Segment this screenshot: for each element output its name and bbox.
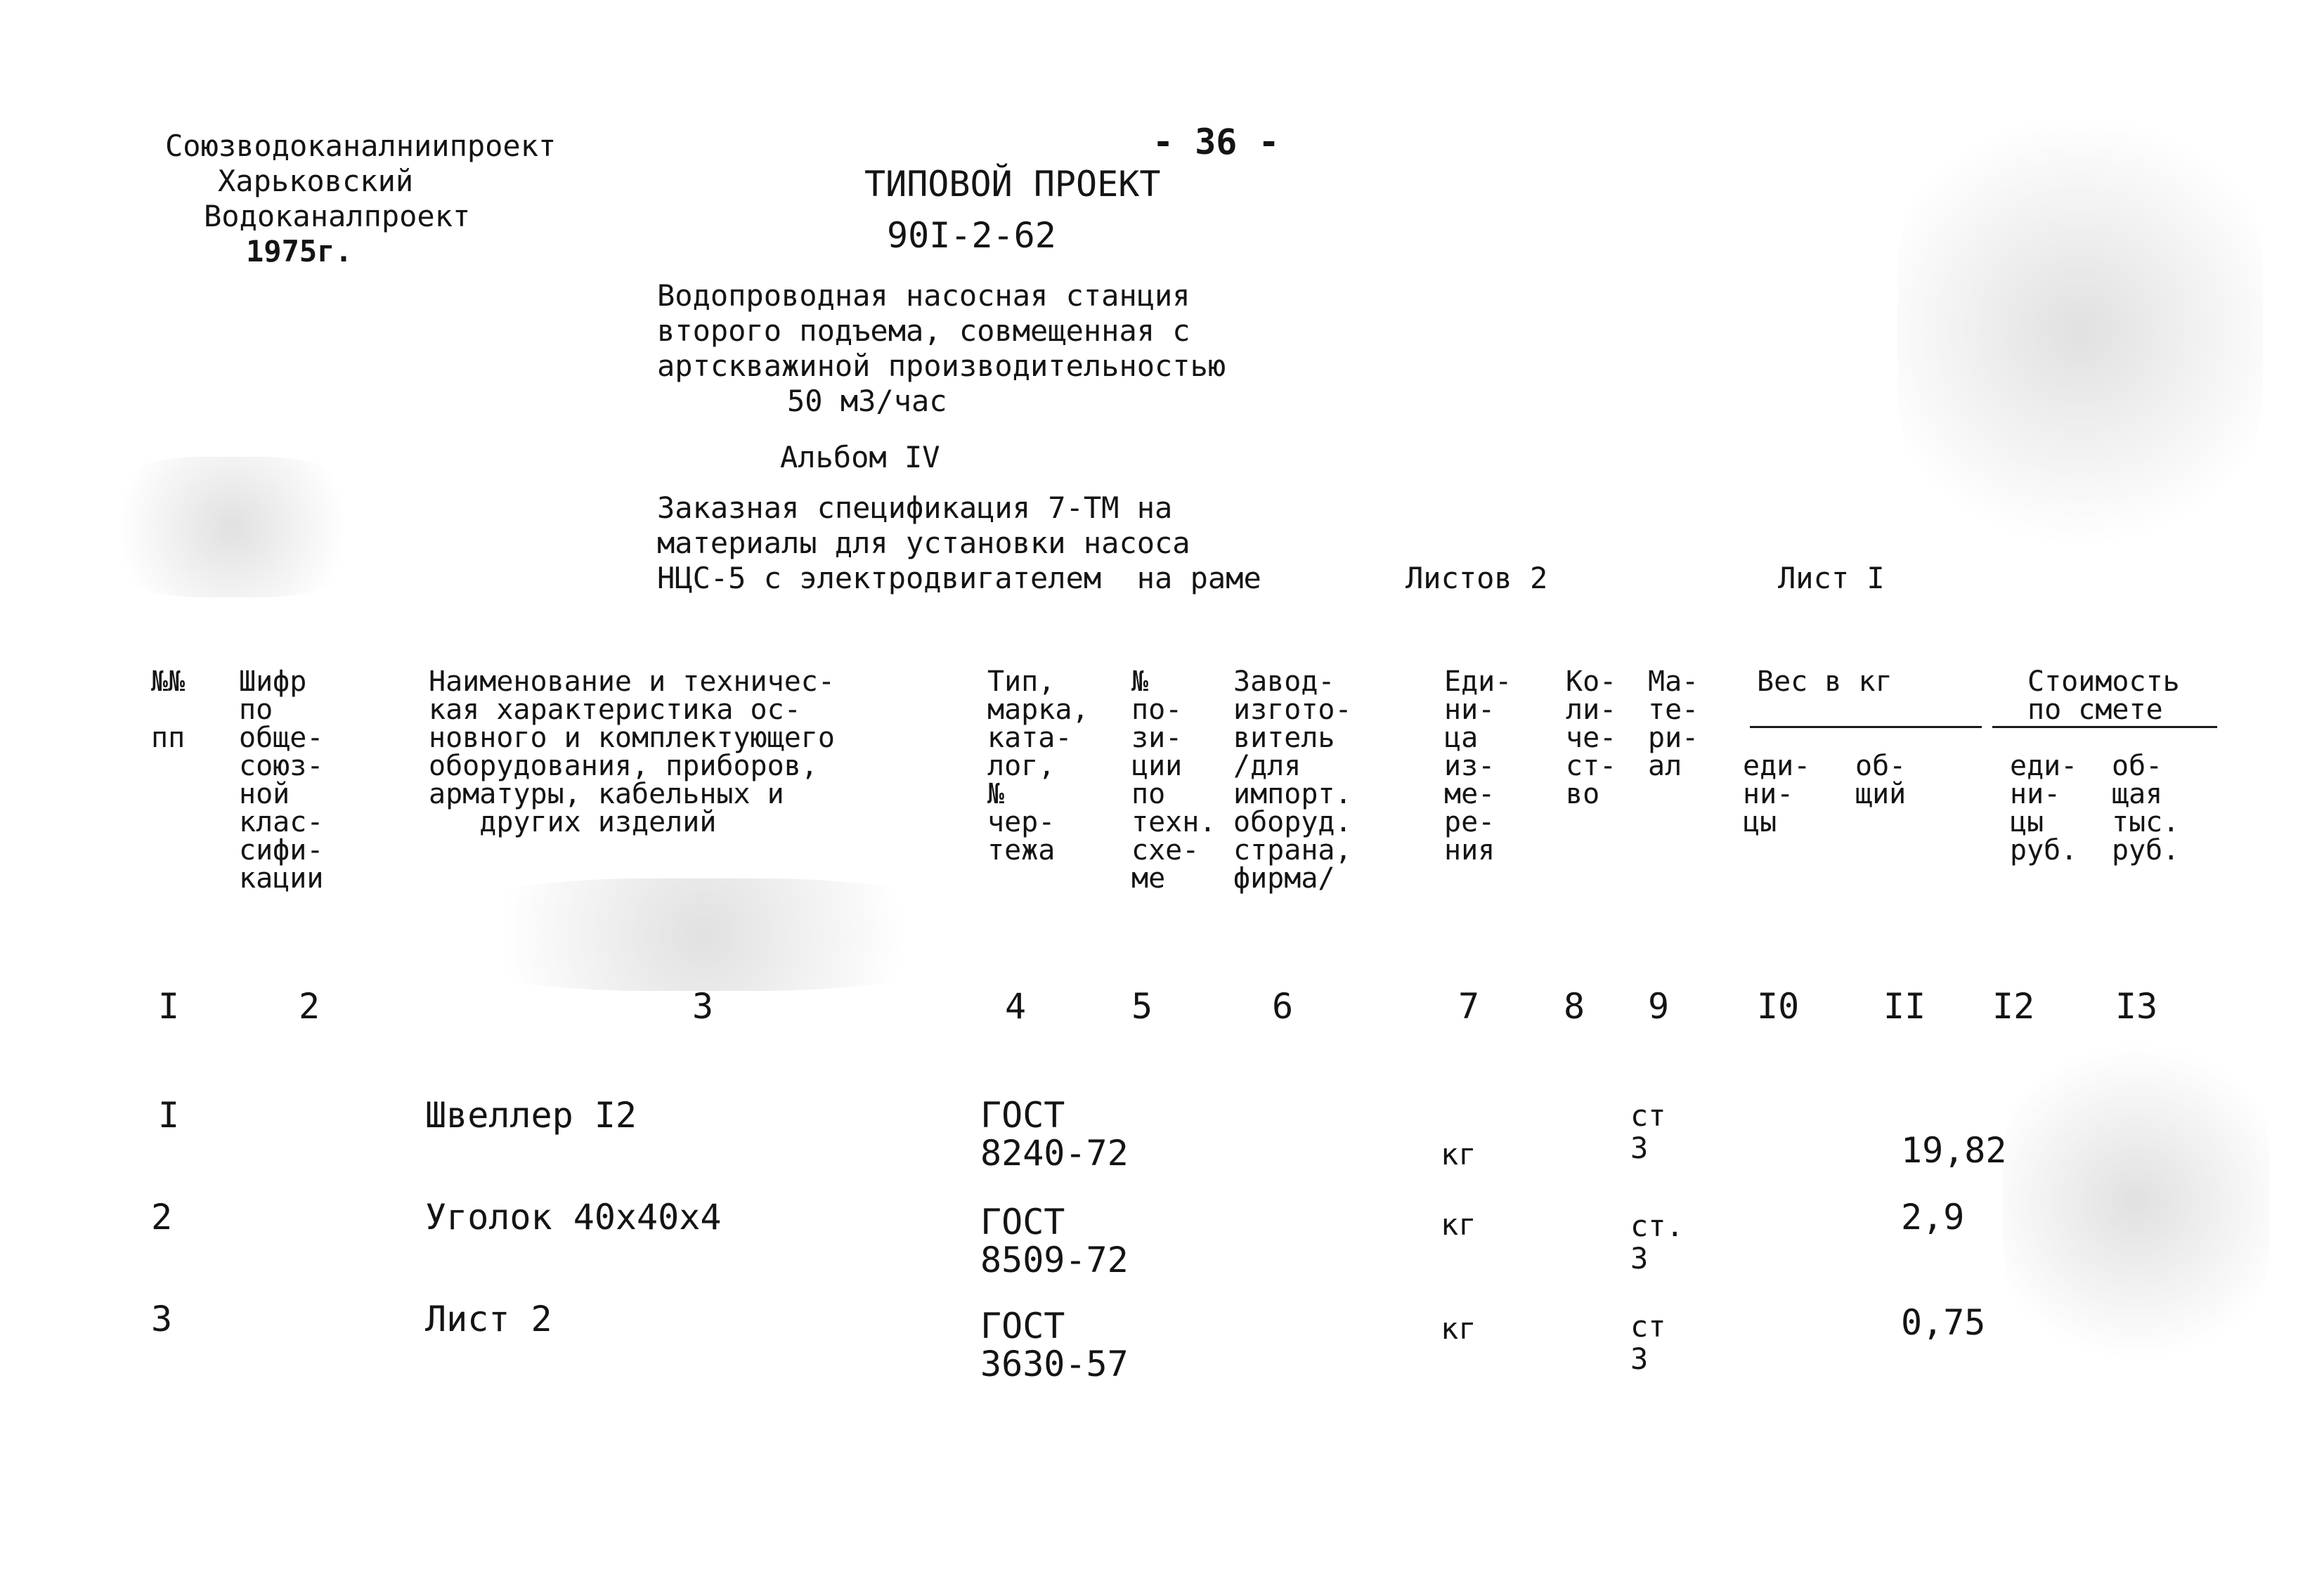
table-row-total-weight: 2,9 xyxy=(1901,1197,1965,1238)
table-row-material: ст 3 xyxy=(1630,1098,1666,1165)
column-header-unit-cost: еди- ни- цы руб. xyxy=(2010,750,2078,867)
column-number: 3 xyxy=(692,986,714,1027)
desc-line-4: 50 м3/час xyxy=(787,384,947,418)
column-header-cost: Стоимость по смете xyxy=(2027,666,2180,726)
column-header-quantity: Ко- ли- че- ст- во xyxy=(1566,666,1617,810)
table-row-total-weight: 19,82 xyxy=(1901,1130,2007,1171)
album-label: Альбом IV xyxy=(780,440,940,474)
column-number: 4 xyxy=(1005,986,1027,1027)
column-number: I xyxy=(158,986,180,1027)
column-header-number: №№ пп xyxy=(151,666,186,754)
column-header-unit: Еди- ни- ца из- ме- ре- ния xyxy=(1444,666,1512,867)
column-header-total-cost: об- щая тыс. руб. xyxy=(2112,750,2180,867)
column-number: 6 xyxy=(1272,986,1294,1027)
table-row-number: 3 xyxy=(151,1299,173,1339)
scan-noise xyxy=(1897,84,2263,576)
cost-header-rule xyxy=(1992,726,2217,728)
page-number: - 36 - xyxy=(1153,122,1280,162)
org-year: 1975г. xyxy=(246,234,353,268)
org-line-3: Водоканалпроект xyxy=(204,199,471,233)
column-number: 8 xyxy=(1564,986,1585,1027)
desc-line-3: артскважиной производительностью xyxy=(657,349,1226,383)
column-number: I0 xyxy=(1757,986,1800,1027)
column-header-material: Ма- те- ри- ал xyxy=(1648,666,1699,782)
table-row-unit: кг xyxy=(1441,1207,1476,1242)
table-row-name: Швеллер I2 xyxy=(425,1095,637,1136)
table-row-type: ГОСТ 8509-72 xyxy=(980,1202,1129,1280)
column-header-position: № по- зи- ции по техн. схе- ме xyxy=(1131,666,1216,895)
column-header-unit-weight: еди- ни- цы xyxy=(1743,750,1811,838)
table-row-name: Лист 2 xyxy=(425,1299,552,1339)
table-row-type: ГОСТ 8240-72 xyxy=(980,1095,1129,1174)
sheet-number: Лист I xyxy=(1778,561,1885,595)
column-header-manufacturer: Завод- изгото- витель /для импорт. оборуд. страна, фирма/ xyxy=(1233,666,1352,895)
table-row-material: ст. 3 xyxy=(1630,1209,1684,1276)
column-number: I3 xyxy=(2115,986,2158,1027)
table-row-name: Уголок 40х40х4 xyxy=(425,1197,722,1238)
desc-line-2: второго подъема, совмещенная с xyxy=(657,313,1190,348)
column-header-weight: Вес в кг xyxy=(1757,666,1893,698)
org-line-2: Харьковский xyxy=(218,164,414,198)
column-number: II xyxy=(1883,986,1926,1027)
column-number: I2 xyxy=(1992,986,2035,1027)
scan-noise xyxy=(84,457,379,597)
column-number: 5 xyxy=(1131,986,1153,1027)
column-number: 2 xyxy=(299,986,320,1027)
sheets-total: Листов 2 xyxy=(1406,561,1548,595)
org-line-1: Союзводоканалниипроект xyxy=(165,129,557,163)
column-number: 9 xyxy=(1648,986,1670,1027)
desc-line-1: Водопроводная насосная станция xyxy=(657,278,1190,313)
table-row-type: ГОСТ 3630-57 xyxy=(980,1306,1129,1384)
project-label: ТИПОВОЙ ПРОЕКТ xyxy=(864,164,1161,205)
column-number: 7 xyxy=(1458,986,1480,1027)
table-row-number: I xyxy=(158,1095,180,1136)
spec-line-2: материалы для установки насоса xyxy=(657,526,1190,560)
column-header-type: Тип, марка, ката- лог, № чер- тежа xyxy=(987,666,1089,867)
spec-line-1: Заказная спецификация 7-ТМ на xyxy=(657,491,1173,525)
column-header-total-weight: об- щий xyxy=(1855,750,1907,810)
column-header-name: Наименование и техничес- кая характеристика ос- новного и комплектующего оборудования, приборов, арматуры, кабельных и других изделий xyxy=(429,666,835,838)
table-row-unit: кг xyxy=(1441,1311,1476,1346)
scan-noise xyxy=(2003,1019,2270,1384)
column-header-code: Шифр по обще- союз- ной клас- сифи- кации xyxy=(239,666,324,895)
table-row-unit: кг xyxy=(1441,1137,1476,1172)
scan-noise xyxy=(422,878,984,991)
weight-header-rule xyxy=(1750,726,1982,728)
spec-line-3: НЦС-5 с электродвигателем на раме xyxy=(657,561,1261,595)
table-row-total-weight: 0,75 xyxy=(1901,1302,1986,1343)
table-row-number: 2 xyxy=(151,1197,173,1238)
table-row-material: ст 3 xyxy=(1630,1309,1666,1376)
project-code: 90I-2-62 xyxy=(887,215,1056,256)
